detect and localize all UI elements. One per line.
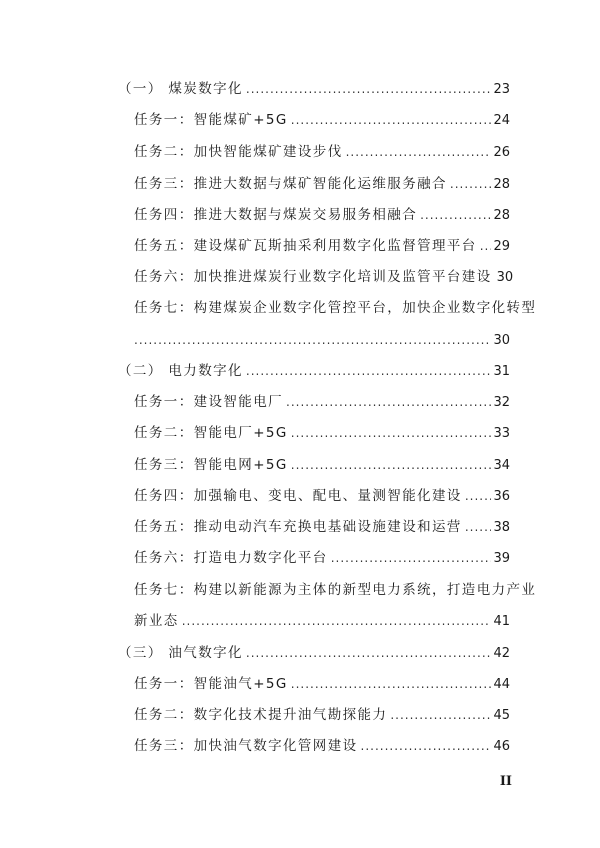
dot-leader [246, 362, 492, 380]
toc-label: （三） 油气数字化 [118, 645, 243, 661]
toc-page: 44 [493, 677, 510, 692]
toc-label: 任务二：智能电厂+5G [134, 425, 288, 441]
toc-task[interactable] [134, 111, 510, 130]
toc-page: 45 [493, 708, 510, 723]
toc-label: 任务四：加强输电、变电、配电、量测智能化建设 [134, 488, 462, 504]
toc-task[interactable] [134, 393, 510, 412]
dot-leader [291, 675, 492, 693]
toc-task[interactable] [134, 175, 510, 194]
toc-task[interactable] [134, 487, 510, 506]
toc-label: 任务二：数字化技术提升油气勘探能力 [134, 707, 388, 723]
toc-task-continuation[interactable] [134, 331, 510, 350]
toc-page: 23 [493, 82, 510, 97]
toc-section-coal[interactable] [118, 80, 510, 99]
toc-task-wrapped[interactable] [134, 581, 536, 599]
toc-task[interactable] [134, 237, 510, 256]
page-number: II [499, 774, 512, 789]
toc-page: 36 [493, 489, 510, 504]
toc-task[interactable] [134, 268, 514, 287]
dot-leader [420, 206, 491, 224]
toc-task[interactable] [134, 206, 510, 225]
toc-task[interactable] [134, 549, 510, 568]
dot-leader [182, 612, 492, 630]
toc-task-wrapped[interactable] [134, 299, 536, 317]
dot-leader [390, 706, 491, 724]
toc-section-power[interactable] [118, 362, 510, 381]
toc-page: 30 [496, 270, 514, 285]
toc-label: 任务七：构建煤炭企业数字化管控平台，加快企业数字化转型 [134, 300, 537, 316]
toc-task[interactable] [134, 737, 510, 756]
toc-task[interactable] [134, 675, 510, 694]
dot-leader [480, 237, 492, 255]
toc-label: 任务六：打造电力数字化平台 [134, 550, 328, 566]
dot-leader [465, 518, 492, 536]
toc-label-continuation: 新业态 [134, 613, 179, 629]
toc-page: 30 [493, 333, 510, 348]
toc-task[interactable] [134, 143, 510, 162]
toc-page: 26 [493, 145, 510, 160]
toc-label: 任务三：推进大数据与煤矿智能化运维服务融合 [134, 176, 447, 192]
dot-leader [346, 143, 492, 161]
toc-page: 46 [493, 739, 510, 754]
toc-page: 41 [493, 614, 510, 629]
toc-page: 33 [493, 426, 510, 441]
toc-label: 任务四：推进大数据与煤炭交易服务相融合 [134, 207, 418, 223]
dot-leader [331, 549, 492, 567]
dot-leader [450, 175, 492, 193]
toc-page: 29 [493, 239, 510, 254]
toc-label: 任务二：加快智能煤矿建设步伐 [134, 144, 343, 160]
dot-leader [291, 456, 492, 474]
dot-leader [246, 644, 492, 662]
dot-leader [465, 487, 492, 505]
toc-label: （二） 电力数字化 [118, 363, 243, 379]
toc-page: 38 [493, 520, 510, 535]
toc-task[interactable] [134, 518, 510, 537]
dot-leader [291, 424, 492, 442]
toc-task[interactable] [134, 706, 510, 725]
toc-page: 42 [493, 646, 510, 661]
toc-label: 任务三：智能电网+5G [134, 457, 288, 473]
toc-page: 31 [493, 364, 510, 379]
toc-page: 24 [493, 113, 510, 128]
toc-label: （一） 煤炭数字化 [118, 81, 243, 97]
toc-label: 任务三：加快油气数字化管网建设 [134, 738, 358, 754]
dot-leader [291, 111, 492, 129]
toc-task-continuation[interactable] [134, 612, 510, 631]
toc-label: 任务一：智能油气+5G [134, 676, 288, 692]
dot-leader [246, 80, 492, 98]
toc-page: 34 [493, 458, 510, 473]
toc-label: 任务一：建设智能电厂 [134, 394, 283, 410]
toc-page: 39 [493, 551, 510, 566]
toc-label: 任务一：智能煤矿+5G [134, 112, 288, 128]
toc-label: 任务五：建设煤矿瓦斯抽采利用数字化监督管理平台 [134, 238, 477, 254]
dot-leader [361, 737, 492, 755]
dot-leader [286, 393, 491, 411]
toc-label: 任务六：加快推进煤炭行业数字化培训及监管平台建设 [134, 269, 492, 285]
dot-leader [134, 331, 491, 349]
toc-section-oil-gas[interactable] [118, 644, 510, 663]
toc-page: 28 [493, 177, 510, 192]
toc-page: 32 [493, 395, 510, 410]
toc-page: 28 [493, 208, 510, 223]
toc-label: 任务五：推动电动汽车充换电基础设施建设和运营 [134, 519, 462, 535]
toc-label: 任务七：构建以新能源为主体的新型电力系统，打造电力产业 [134, 582, 537, 598]
toc-task[interactable] [134, 456, 510, 475]
toc-task[interactable] [134, 424, 510, 443]
